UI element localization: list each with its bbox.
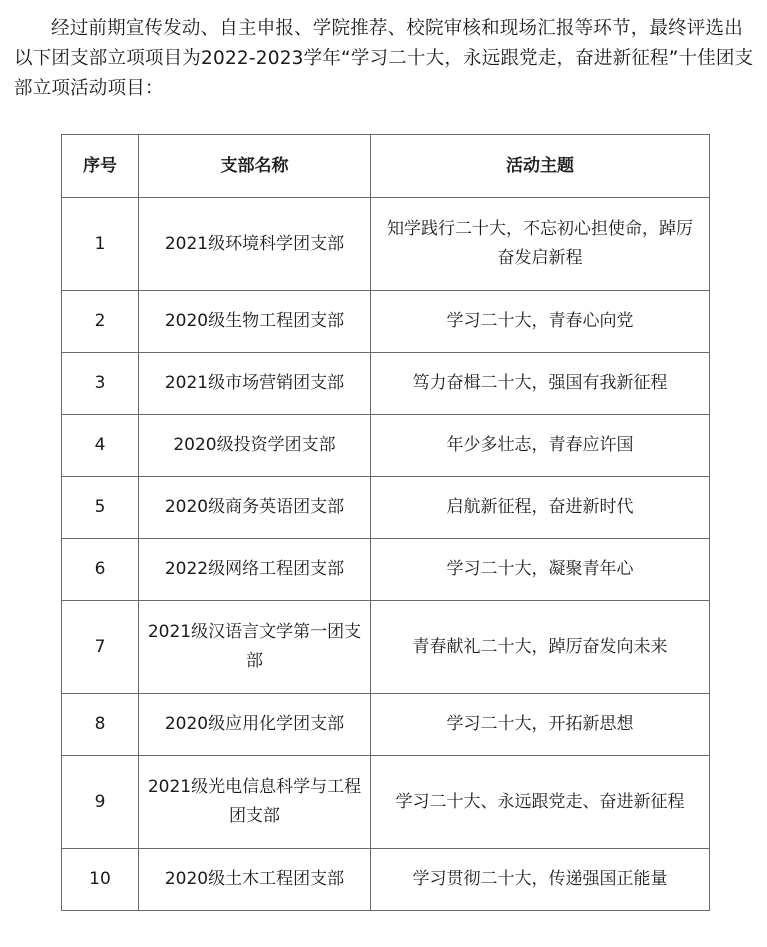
table-row	[62, 849, 710, 911]
row-index: 10	[62, 849, 139, 911]
table-row	[62, 415, 710, 477]
row-index: 8	[62, 694, 139, 756]
row-index: 2	[62, 291, 139, 353]
row-branch: 2021级汉语言文学第一团支部	[139, 601, 371, 694]
row-branch: 2020级生物工程团支部	[139, 291, 371, 353]
header-index: 序号	[62, 135, 139, 198]
header-theme: 活动主题	[371, 135, 710, 198]
table-row	[62, 198, 710, 291]
table-row	[62, 477, 710, 539]
row-branch: 2021级市场营销团支部	[139, 353, 371, 415]
row-theme: 学习二十大，开拓新思想	[371, 694, 710, 756]
row-index: 9	[62, 756, 139, 849]
intro-paragraph: 经过前期宣传发动、自主申报、学院推荐、校院审核和现场汇报等环节，最终评选出以下团支部立项项目为2022-2023学年“学习二十大，永远跟党走，奋进新征程”十佳团支部立项活动项目：	[14, 18, 754, 99]
table-row	[62, 539, 710, 601]
table-row	[62, 353, 710, 415]
row-index: 3	[62, 353, 139, 415]
table-row	[62, 694, 710, 756]
row-theme: 学习二十大，凝聚青年心	[371, 539, 710, 601]
row-theme: 年少多壮志，青春应许国	[371, 415, 710, 477]
table-row	[62, 291, 710, 353]
projects-table	[61, 134, 710, 911]
row-branch: 2020级商务英语团支部	[139, 477, 371, 539]
row-theme: 知学践行二十大，不忘初心担使命，踔厉奋发启新程	[371, 198, 710, 291]
table-row	[62, 601, 710, 694]
header-branch: 支部名称	[139, 135, 371, 198]
row-theme: 启航新征程，奋进新时代	[371, 477, 710, 539]
table-row	[62, 756, 710, 849]
row-theme: 学习二十大，青春心向党	[371, 291, 710, 353]
row-theme: 学习贯彻二十大，传递强国正能量	[371, 849, 710, 911]
table-header-row	[62, 135, 710, 198]
row-branch: 2020级投资学团支部	[139, 415, 371, 477]
row-theme: 青春献礼二十大，踔厉奋发向未来	[371, 601, 710, 694]
row-branch: 2021级环境科学团支部	[139, 198, 371, 291]
row-theme: 笃力奋楫二十大，强国有我新征程	[371, 353, 710, 415]
row-index: 6	[62, 539, 139, 601]
row-index: 7	[62, 601, 139, 694]
row-branch: 2020级应用化学团支部	[139, 694, 371, 756]
row-theme: 学习二十大、永远跟党走、奋进新征程	[371, 756, 710, 849]
row-branch: 2022级网络工程团支部	[139, 539, 371, 601]
row-branch: 2021级光电信息科学与工程团支部	[139, 756, 371, 849]
row-index: 1	[62, 198, 139, 291]
row-index: 4	[62, 415, 139, 477]
row-index: 5	[62, 477, 139, 539]
row-branch: 2020级土木工程团支部	[139, 849, 371, 911]
